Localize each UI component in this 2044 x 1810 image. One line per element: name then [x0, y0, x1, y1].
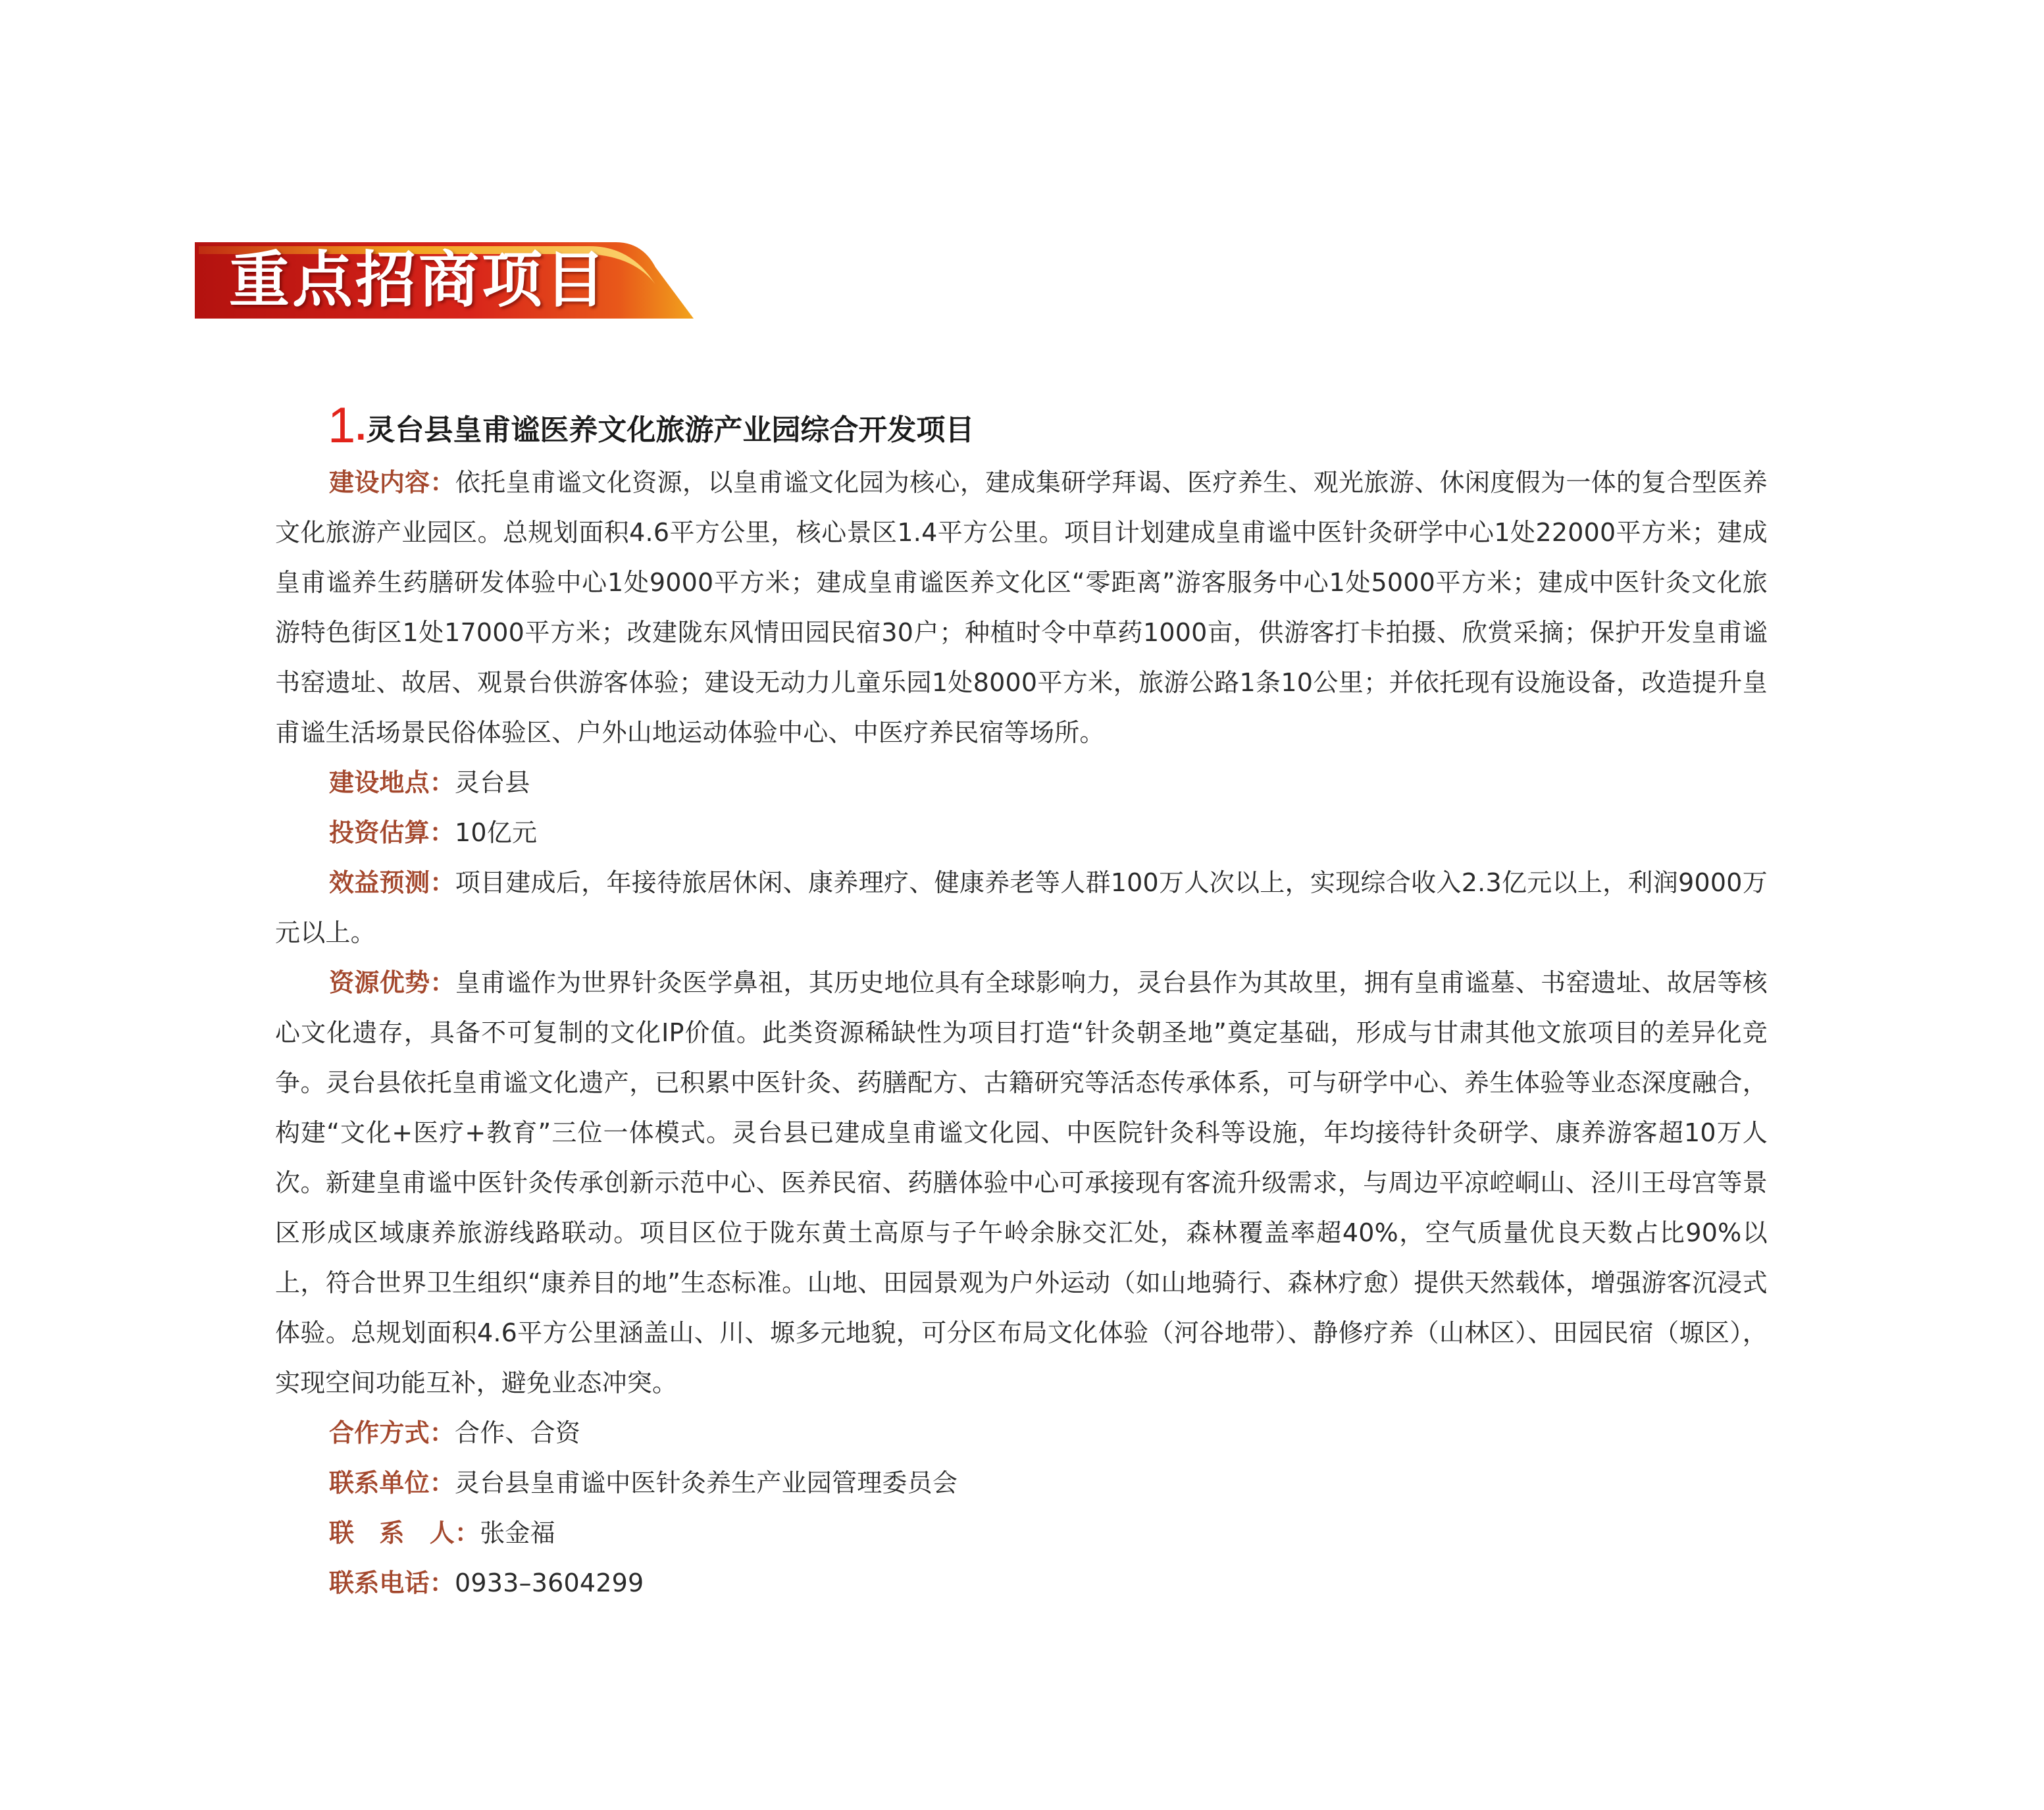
field-label: 建设内容： — [329, 468, 455, 497]
field-contact-person — [275, 1508, 1768, 1558]
field-value: 灵台县 — [455, 768, 530, 797]
field-label: 效益预测： — [329, 868, 455, 897]
field-value: 项目建成后，年接待旅居休闲、康养理疗、健康养老等人群100万人次以上，实现综合收入2.3亿元以上，利润9000万元以上。 — [275, 868, 1768, 947]
field-label: 合作方式： — [329, 1418, 455, 1447]
project-section — [275, 398, 1768, 1608]
field-resource-advantage — [275, 958, 1768, 1408]
field-contact-unit — [275, 1458, 1768, 1508]
field-value: 张金福 — [480, 1518, 555, 1547]
field-benefit-forecast — [275, 858, 1768, 958]
project-number-dot: . — [355, 405, 367, 448]
field-label: 资源优势： — [329, 968, 455, 997]
field-construction-content — [275, 457, 1768, 758]
field-value: 依托皇甫谧文化资源，以皇甫谧文化园为核心，建成集研学拜谒、医疗养生、观光旅游、休闲度假为一体的复合型医养文化旅游产业园区。总规划面积4.6平方公里，核心景区1.4平方公里。项目计划建成皇甫谧中医针灸研学中心1处22000平方米；建成皇甫谧养生药膳研发体验中心1处9000平方米；建成皇甫谧医养文化区“零距离”游客服务中心1处5000平方米；建成中医针灸文化旅游特色街区1处17000平方米；改建陇东风情田园民宿30户；种植时令中草药1000亩，供游客打卡拍摄、欣赏采摘；保护开发皇甫谧书窑遗址、故居、观景台供游客体验；建设无动力儿童乐园1处8000平方米，旅游公路1条10公里；并依托现有设施设备，改造提升皇甫谧生活场景民俗体验区、户外山地运动体验中心、中医疗养民宿等场所。 — [275, 468, 1768, 747]
field-value: 合作、合资 — [455, 1418, 581, 1447]
field-value: 10亿元 — [455, 818, 538, 847]
field-label: 联系单位： — [329, 1468, 455, 1497]
field-contact-phone — [275, 1558, 1768, 1608]
field-label: 投资估算： — [329, 818, 455, 847]
field-label: 联 系 人： — [329, 1518, 480, 1547]
banner-title: 重点招商项目 — [229, 245, 609, 315]
field-value: 皇甫谧作为世界针灸医学鼻祖，其历史地位具有全球影响力，灵台县作为其故里，拥有皇甫谧墓、书窑遗址、故居等核心文化遗存，具备不可复制的文化IP价值。此类资源稀缺性为项目打造“针灸朝圣地”奠定基础，形成与甘肃其他文旅项目的差异化竞争。灵台县依托皇甫谧文化遗产，已积累中医针灸、药膳配方、古籍研究等活态传承体系，可与研学中心、养生体验等业态深度融合，构建“文化+医疗+教育”三位一体模式。灵台县已建成皇甫谧文化园、中医院针灸科等设施，年均接待针灸研学、康养游客超10万人次。新建皇甫谧中医针灸传承创新示范中心、医养民宿、药膳体验中心可承接现有客流升级需求，与周边平凉崆峒山、泾川王母宫等景区形成区域康养旅游线路联动。项目区位于陇东黄土高原与子午岭余脉交汇处，森林覆盖率超40%，空气质量优良天数占比90%以上，符合世界卫生组织“康养目的地”生态标准。山地、田园景观为户外运动（如山地骑行、森林疗愈）提供天然载体，增强游客沉浸式体验。总规划面积4.6平方公里涵盖山、川、塬多元地貌，可分区布局文化体验（河谷地带）、静修疗养（山林区）、田园民宿（塬区），实现空间功能互补，避免业态冲突。 — [275, 968, 1768, 1397]
field-value: 灵台县皇甫谧中医针灸养生产业园管理委员会 — [455, 1468, 958, 1497]
section-banner — [195, 241, 695, 320]
field-value: 0933–3604299 — [455, 1568, 644, 1597]
project-title: 灵台县皇甫谧医养文化旅游产业园综合开发项目 — [366, 413, 975, 447]
project-heading — [328, 398, 1768, 453]
project-number: 1 — [328, 398, 356, 453]
field-investment — [275, 808, 1768, 858]
field-label: 建设地点： — [329, 768, 455, 797]
field-location — [275, 758, 1768, 808]
field-cooperation-mode — [275, 1408, 1768, 1458]
field-label: 联系电话： — [329, 1568, 455, 1597]
